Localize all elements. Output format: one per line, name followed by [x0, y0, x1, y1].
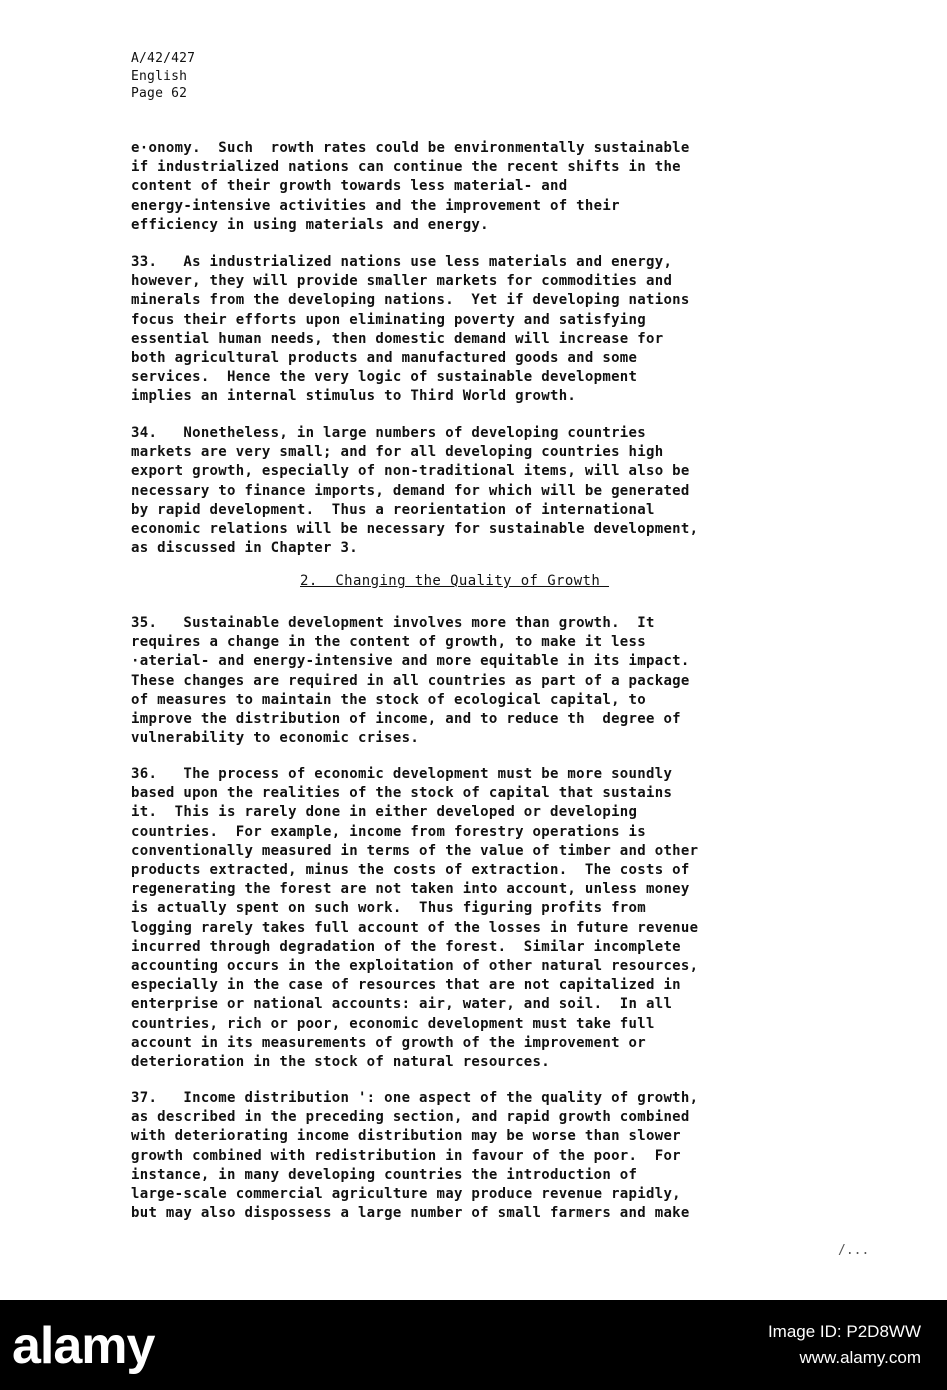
text-line: countries, rich or poor, economic development must take full	[131, 1015, 655, 1032]
text-line: implies an internal stimulus to Third World growth.	[131, 388, 577, 405]
document-symbol: A/42/427	[131, 51, 196, 66]
text-line: services. Hence the very logic of sustainable development	[131, 369, 638, 386]
page-number: Page 62	[131, 86, 188, 101]
site-url-label: www.alamy.com	[799, 1348, 921, 1367]
text-line: 36. The process of economic development must be more soundly	[131, 766, 673, 782]
text-line: vulnerability to economic crises.	[131, 730, 420, 747]
text-line: ·aterial- and energy-intensive and more equitable in its impact.	[131, 653, 690, 670]
text-line: based upon the realities of the stock of capital that sustains	[131, 785, 673, 802]
text-line: These changes are required in all countries as part of a package	[131, 672, 690, 689]
text-line: regenerating the forest are not taken into account, unless money	[131, 881, 690, 898]
text-line: incurred through degradation of the forest. Similar incomplete	[131, 938, 681, 955]
text-line: by rapid development. Thus a reorientation of international	[131, 501, 655, 518]
text-line: 33. As industrialized nations use less materials and energy,	[131, 254, 673, 270]
alamy-watermark: alamy	[12, 1317, 155, 1375]
text-line: necessary to finance imports, demand for which will be generated	[131, 482, 690, 499]
document-language: English	[131, 68, 188, 84]
text-line: 37. Income distribution ': one aspect of the quality of growth,	[131, 1090, 699, 1106]
text-line: logging rarely takes full account of the losses in future revenue	[131, 919, 699, 936]
text-line: requires a change in the content of growth, to make it less	[131, 634, 646, 651]
text-line: export growth, especially of non-traditional items, will also be	[131, 463, 690, 480]
text-line: efficiency in using materials and energy.	[131, 216, 489, 233]
paragraph-33	[131, 253, 891, 407]
text-line: instance, in many developing countries the introduction of	[131, 1166, 638, 1183]
text-line: if industrialized nations can continue the recent shifts in the	[131, 159, 681, 176]
document-header	[131, 50, 195, 103]
text-line: improve the distribution of income, and to reduce th degree of	[131, 711, 681, 728]
text-line: account in its measurements of growth of the improvement or	[131, 1034, 646, 1051]
text-line: focus their efforts upon eliminating poverty and satisfying	[131, 311, 646, 328]
text-line: energy-intensive activities and the improvement of their	[131, 197, 620, 214]
text-line: but may also dispossess a large number of small farmers and make	[131, 1205, 690, 1222]
stock-footer-bar	[0, 1300, 947, 1390]
continuation-mark: /...	[838, 1243, 870, 1258]
text-line: markets are very small; and for all developing countries high	[131, 444, 664, 461]
text-line: as discussed in Chapter 3.	[131, 540, 358, 557]
text-line: essential human needs, then domestic demand will increase for	[131, 330, 664, 347]
text-line: is actually spent on such work. Thus figuring profits from	[131, 900, 646, 917]
text-line: 35. Sustainable development involves more than growth. It	[131, 615, 655, 631]
text-line: conventionally measured in terms of the value of timber and other	[131, 842, 699, 859]
text-line: enterprise or national accounts: air, water, and soil. In all	[131, 996, 673, 1013]
text-line: it. This is rarely done in either developed or developing	[131, 804, 638, 821]
paragraph-35	[131, 614, 891, 748]
text-line: growth combined with redistribution in favour of the poor. For	[131, 1147, 681, 1164]
text-line: of measures to maintain the stock of ecological capital, to	[131, 691, 646, 708]
text-line: economic relations will be necessary for sustainable development,	[131, 521, 699, 538]
image-id-label: Image ID: P2D8WW	[767, 1322, 921, 1341]
paragraph-36	[131, 765, 891, 1072]
text-line: countries. For example, income from forestry operations is	[131, 823, 646, 840]
text-line: 34. Nonetheless, in large numbers of developing countries	[131, 425, 646, 441]
text-line: especially in the case of resources that are not capitalized in	[131, 977, 681, 994]
text-line: large-scale commercial agriculture may produce revenue rapidly,	[131, 1186, 681, 1203]
text-line: as described in the preceding section, and rapid growth combined	[131, 1109, 690, 1126]
text-line: minerals from the developing nations. Yet if developing nations	[131, 292, 690, 309]
text-line: accounting occurs in the exploitation of other natural resources,	[131, 958, 699, 975]
text-line: deterioration in the stock of natural resources.	[131, 1054, 550, 1071]
text-line: products extracted, minus the costs of extraction. The costs of	[131, 862, 690, 879]
paragraph-34	[131, 424, 891, 558]
text-line: however, they will provide smaller markets for commodities and	[131, 273, 673, 290]
text-line: e·onomy. Such rowth rates could be environmentally sustainable	[131, 140, 690, 156]
section-heading: 2. Changing the Quality of Growth	[300, 573, 610, 589]
paragraph-continuation	[131, 139, 891, 235]
paragraph-37	[131, 1089, 891, 1223]
text-line: with deteriorating income distribution may be worse than slower	[131, 1128, 681, 1145]
text-line: both agricultural products and manufactured goods and some	[131, 350, 638, 367]
text-line: content of their growth towards less material- and	[131, 178, 568, 195]
